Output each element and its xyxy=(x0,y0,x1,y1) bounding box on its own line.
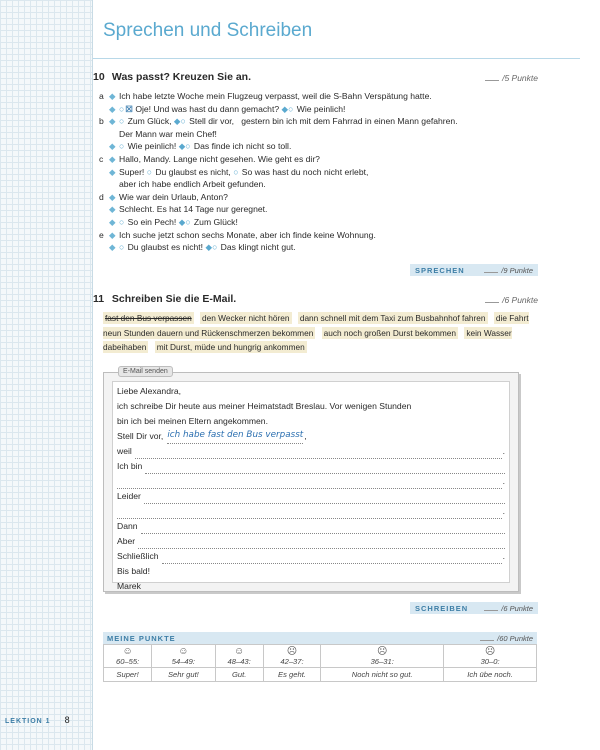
schreiben-score-bar: SCHREIBEN /6 Punkte xyxy=(410,602,538,614)
write-line[interactable]: weil . xyxy=(117,444,505,459)
footer: LEKTION 1 8 xyxy=(5,715,70,725)
exercise-11-points: /6 Punkte xyxy=(485,295,538,305)
exercise-number: 10 xyxy=(93,71,105,83)
word-chip: auch noch großen Durst bekommen xyxy=(323,327,456,338)
exercise-10-points: /5 Punkte xyxy=(485,73,538,83)
list-item: a ◆ Ich habe letzte Woche mein Flugzeug verpasst, weil die S-Bahn Verspätung hatte. xyxy=(99,91,432,101)
list-item-options: ◆ ○ Du glaubst es nicht! ◆○ Das klingt nicht gut. xyxy=(109,242,296,253)
word-chip: mit Durst, müde und hungrig ankommen xyxy=(156,342,305,352)
exercise-11-heading: 11 Schreiben Sie die E-Mail. xyxy=(93,293,237,305)
write-line[interactable]: Dann xyxy=(117,519,505,534)
word-bank xyxy=(103,311,543,355)
frown-icon: ☹ xyxy=(286,646,298,657)
range-row: ☺ 60–55: ☺ 54–49: ☺ 48–43: ☹ 42–37: ☹ 36–31: ☹ 30–0: xyxy=(104,645,537,668)
title-rule xyxy=(93,58,580,59)
write-line[interactable]: Aber xyxy=(117,534,505,549)
list-item: e ◆ Ich suche jetzt schon sechs Monate, aber ich finde keine Wohnung. xyxy=(99,229,376,240)
write-line[interactable]: Ich bin xyxy=(117,459,505,474)
meine-punkte-table: MEINE PUNKTE /60 Punkte ☺ 60–55: ☺ 54–49: ☺ 48–43: ☹ 42–37: ☹ 36–31: ☹ 30–0: Super! Sehr gut! Gut. Es geht. Noch nicht so gut. Ich übe noch. xyxy=(103,632,537,682)
margin-grid xyxy=(0,0,92,750)
frown-icon: ☹ xyxy=(376,646,388,657)
word-chip: die Fahrt neun Stunden dauern und Rückenschmerzen bekommen xyxy=(103,313,529,338)
frown-icon: ☹ xyxy=(484,646,496,657)
smiley-icon: ☺ xyxy=(122,646,133,657)
write-line[interactable]: Leider xyxy=(117,489,505,504)
list-item-options: ◆ ○☒ Oje! Und was hast du dann gemacht? ◆○ Wie peinlich! xyxy=(109,103,346,114)
smiley-icon: ☺ xyxy=(178,646,189,657)
sprechen-score-bar: SPRECHEN /9 Punkte xyxy=(410,264,538,276)
checked-x-icon[interactable]: ☒ xyxy=(125,103,133,114)
write-line[interactable]: . xyxy=(117,504,505,519)
write-line[interactable]: Schließlich . xyxy=(117,549,505,564)
exercise-10-heading xyxy=(93,71,543,83)
email-send-tab[interactable]: E-Mail senden xyxy=(118,366,173,377)
word-chip: den Wecker nicht hören xyxy=(202,313,290,323)
list-item-options: ◆ ○ Wie peinlich! ◆○ Das finde ich nicht so toll. xyxy=(109,141,292,152)
word-chip: dann schnell mit dem Taxi zum Busbahnhof fahren xyxy=(299,313,486,323)
list-item: d ◆ Wie war dein Urlaub, Anton? xyxy=(99,191,228,202)
list-item-options: ◆ ○ So ein Pech! ◆○ Zum Glück! xyxy=(109,216,238,227)
write-line[interactable]: . xyxy=(117,474,505,489)
smiley-icon: ☺ xyxy=(234,646,245,657)
handwritten-answer: ich habe fast den Bus verpasst xyxy=(167,428,303,444)
list-item: b ◆ ○ Zum Glück, ◆○ Stell dir vor, gestern bin ich mit dem Fahrrad in einen Mann gefahren. xyxy=(99,116,458,127)
page xyxy=(93,0,600,750)
word-chip: kein Wasser dabeihaben xyxy=(103,327,512,352)
page-title: Sprechen und Schreiben xyxy=(103,20,313,41)
page-number: 8 xyxy=(64,715,70,725)
exercise-10-list: a ◆ Ich habe letzte Woche mein Flugzeug verpasst, weil die S-Bahn Verspätung hatte. ◆ ○☒ Oje! Und was hast du dann gemacht? ◆○ Wie peinlich! b ◆ ○ Zum Glück, ◆○ Stell dir vor, gestern bin ich mit dem Fahrrad in einen Mann gefahren. Der Mann war mein Chef! ◆ ○ Wie peinlich! ◆○ Das finde ich nicht so toll. c ◆ Hallo, Mandy. Lange nicht gesehen. Wie geht es dir? ◆ Super! ○ Du glaubst es nicht, ○ So was hast du noch nicht erlebt, aber ich habe endlich Arbeit gefunden. d ◆ Wie war dein Urlaub, Anton? ◆ Schlecht. Es hat 14 Tage nur geregnet. ◆ ○ So ein Pech! ◆○ Zum Glück! e ◆ Ich suche jetzt schon sechs Monate, aber ich finde keine Wohnung. ◆ ○ Du glaubst es nicht! ◆○ Das klingt nicht gut. xyxy=(99,90,539,254)
exercise-title: Was passt? Kreuzen Sie an. xyxy=(111,71,251,83)
word-chip: fast den Bus verpassen xyxy=(105,313,192,323)
email-body[interactable]: Liebe Alexandra, ich schreibe Dir heute aus meiner Heimatstadt Breslau. Vor wenigen Stunden bin ich bei meinen Eltern angekommen. Stell Dir vor, ich habe fast den Bus verpasst , weil . Ich bin . Leider . Dann Aber Schließlich . Bis bald! Marek xyxy=(112,381,510,583)
rating-row: Super! Sehr gut! Gut. Es geht. Noch nicht so gut. Ich übe noch. xyxy=(104,668,537,682)
list-item: c ◆ Hallo, Mandy. Lange nicht gesehen. Wie geht es dir? xyxy=(99,153,320,164)
email-window xyxy=(103,368,519,592)
